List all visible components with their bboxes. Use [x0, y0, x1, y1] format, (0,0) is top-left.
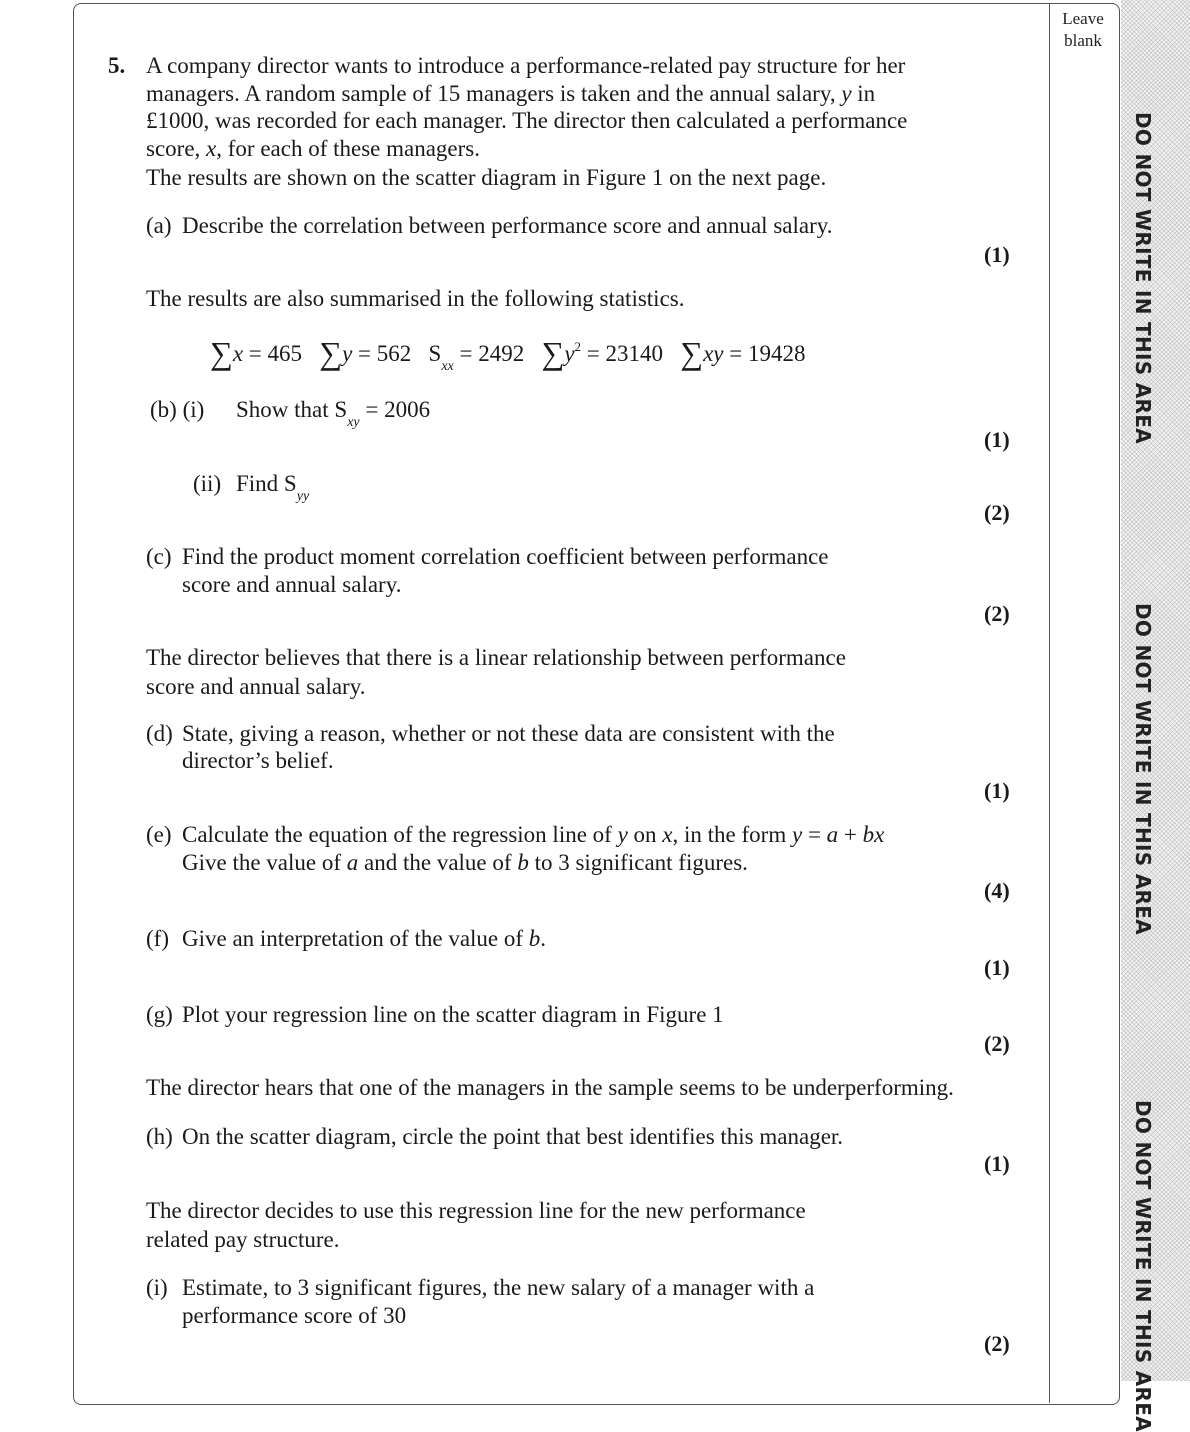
part-h-text: On the scatter diagram, circle the point that best identifies this manager. [182, 1124, 844, 1149]
sum-xy-value: 19428 [747, 341, 806, 366]
sum-x-value: 465 [267, 341, 303, 366]
part-a-text: Describe the correlation between performance score and annual salary. [182, 213, 833, 238]
margin-divider [1049, 3, 1050, 1403]
underperform-text: The director hears that one of the managers in the sample seems to be underperforming. [146, 1075, 954, 1100]
part-e-marks: (4) [984, 878, 1010, 903]
part-f-label: (f) [146, 926, 169, 951]
part-d-line: director’s belief. [182, 748, 334, 773]
part-h-label: (h) [146, 1124, 173, 1149]
question-number: 5. [108, 53, 126, 78]
part-b-ii-label: (ii) [193, 471, 222, 496]
part-f-text: Give an interpretation of the value of b. [182, 926, 547, 951]
part-b-i-text: Show that $S_{xy} = 2006$ [236, 397, 431, 430]
part-i-line: Estimate, to 3 significant figures, the new salary of a manager with a [182, 1275, 815, 1300]
part-b-i-label: (b) (i) [150, 397, 205, 422]
part-b-ii-text: Find $S_{yy}$ [236, 471, 310, 504]
leave-blank-label [1052, 8, 1114, 52]
belief-line: The director believes that there is a linear relationship between performance [146, 645, 846, 670]
part-a-marks: (1) [984, 242, 1010, 267]
belief-line: score and annual salary. [146, 674, 366, 699]
do-not-write-label: DO NOT WRITE IN THIS AREA [1131, 1100, 1155, 1432]
stats-intro: The results are also summarised in the following statistics. [146, 286, 685, 311]
leave-blank-line-1: Leave [1062, 9, 1104, 28]
do-not-write-label: DO NOT WRITE IN THIS AREA [1131, 112, 1155, 444]
part-g-label: (g) [146, 1002, 173, 1027]
sum-y2-value: 23140 [605, 341, 664, 366]
part-b-i-marks: (1) [984, 427, 1010, 452]
part-g-text: Plot your regression line on the scatter diagram in Figure 1 [182, 1002, 724, 1027]
part-i-label: (i) [146, 1275, 168, 1300]
intro-line: managers. A random sample of 15 managers is taken and the annual salary, y in [146, 81, 876, 106]
part-d-label: (d) [146, 721, 173, 746]
structure-line: The director decides to use this regression line for the new performance [146, 1198, 806, 1223]
intro-line: score, x, for each of these managers. [146, 136, 480, 161]
part-a-label: (a) [146, 213, 172, 238]
part-c-line: Find the product moment correlation coefficient between performance [182, 544, 829, 569]
part-c-label: (c) [146, 544, 172, 569]
part-f-marks: (1) [984, 955, 1010, 980]
part-c-line: score and annual salary. [182, 572, 402, 597]
part-g-marks: (2) [984, 1031, 1010, 1056]
leave-blank-line-2: blank [1064, 31, 1102, 50]
intro-line: The results are shown on the scatter diagram in Figure 1 on the next page. [146, 165, 827, 190]
part-e-label: (e) [146, 822, 172, 847]
statistics-summary: ∑x = 465 ∑y = 562 $S_{xx} = 2492$ $\sum y^2 = 23140$ ∑xy = 19428 [210, 335, 806, 374]
part-i-marks: (2) [984, 1331, 1010, 1356]
sxx-value: 2492 [478, 341, 525, 366]
structure-line: related pay structure. [146, 1227, 340, 1252]
part-e-line: Give the value of a and the value of b to 3 significant figures. [182, 850, 748, 875]
sum-y-value: 562 [376, 341, 412, 366]
do-not-write-label: DO NOT WRITE IN THIS AREA [1131, 603, 1155, 935]
part-b-ii-marks: (2) [984, 500, 1010, 525]
part-d-marks: (1) [984, 778, 1010, 803]
part-h-marks: (1) [984, 1151, 1010, 1176]
part-c-marks: (2) [984, 601, 1010, 626]
part-e-line: Calculate the equation of the regression line of y on x, in the form y = a + bx [182, 822, 885, 847]
intro-line: A company director wants to introduce a performance-related pay structure for her [146, 53, 906, 78]
part-i-line: performance score of 30 [182, 1303, 407, 1328]
part-d-line: State, giving a reason, whether or not these data are consistent with the [182, 721, 835, 746]
intro-line: £1000, was recorded for each manager. The director then calculated a performance [146, 108, 908, 133]
